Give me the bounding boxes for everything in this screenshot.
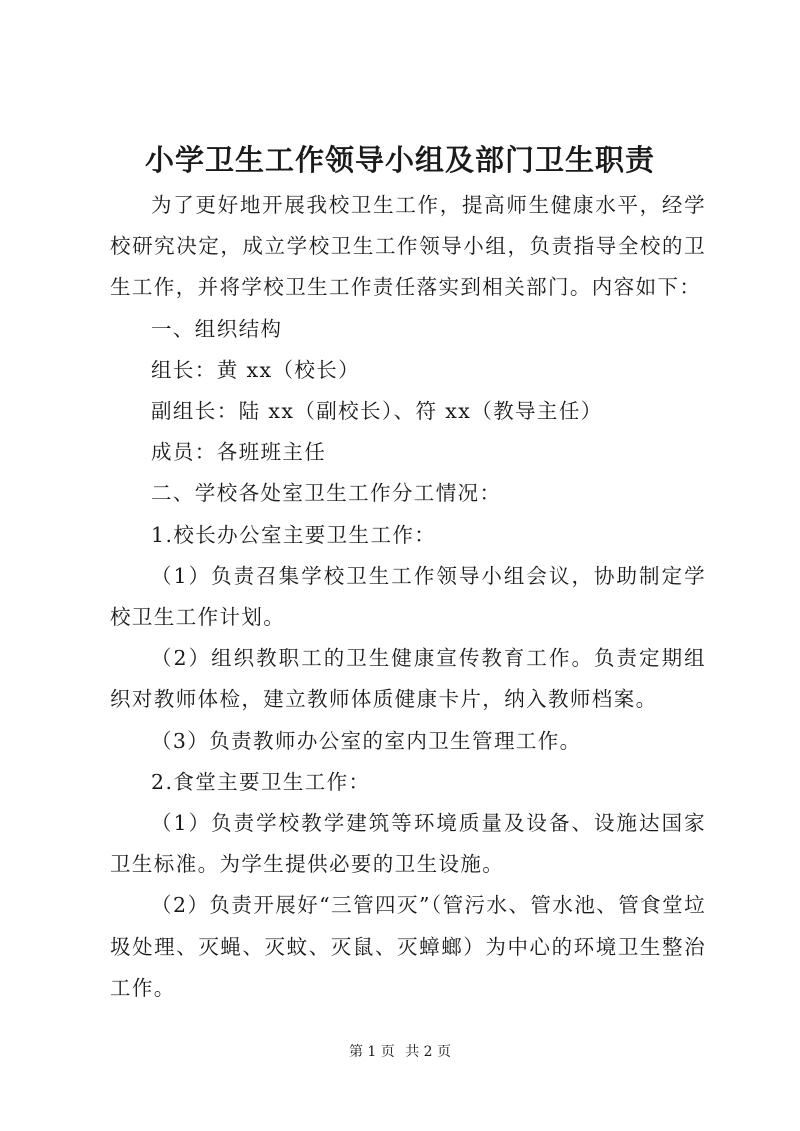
principal-office-item-1: （1）负责召集学校卫生工作领导小组会议，协助制定学校卫生工作计划。 xyxy=(110,563,706,630)
section-heading-organization: 一、组织结构 xyxy=(151,316,283,341)
section-heading-division: 二、学校各处室卫生工作分工情况： xyxy=(151,481,502,506)
canteen-item-1: （1）负责学校教学建筑等环境质量及设备、设施达国家卫生标准。为学生提供必要的卫生设施。 xyxy=(110,811,706,877)
leader-line: 组长：黄 xx（校长） xyxy=(151,357,361,382)
principal-office-item-2: （2）组织教职工的卫生健康宣传教育工作。负责定期组织对教师体检，建立教师体质健康卡片，纳入教师档案。 xyxy=(110,646,706,712)
deputy-leader-line: 副组长：陆 xx（副校长）、符 xx（教导主任） xyxy=(151,399,603,424)
subheading-principal-office: 1.校长办公室主要卫生工作： xyxy=(151,522,437,547)
subheading-canteen: 2.食堂主要卫生工作： xyxy=(151,769,371,794)
members-line: 成员：各班班主任 xyxy=(151,440,327,465)
page-footer xyxy=(0,1042,800,1062)
page-number: 第 1 页 xyxy=(348,1044,395,1060)
document-body xyxy=(110,185,706,1009)
intro-paragraph: 为了更好地开展我校卫生工作，提高师生健康水平，经学校研究决定，成立学校卫生工作领导小组，负责指导全校的卫生工作，并将学校卫生工作责任落实到相关部门。内容如下： xyxy=(110,193,706,300)
principal-office-item-3: （3）负责教师办公室的室内卫生管理工作。 xyxy=(151,728,582,753)
page-total: 共 2 页 xyxy=(405,1044,452,1060)
canteen-item-2: （2）负责开展好“三管四灭”（管污水、管水池、管食堂垃圾处理、灭蝇、灭蚊、灭鼠、灭蟑螂）为中心的环境卫生整治工作。 xyxy=(110,893,706,1000)
page-title: 小学卫生工作领导小组及部门卫生职责 xyxy=(144,143,655,177)
